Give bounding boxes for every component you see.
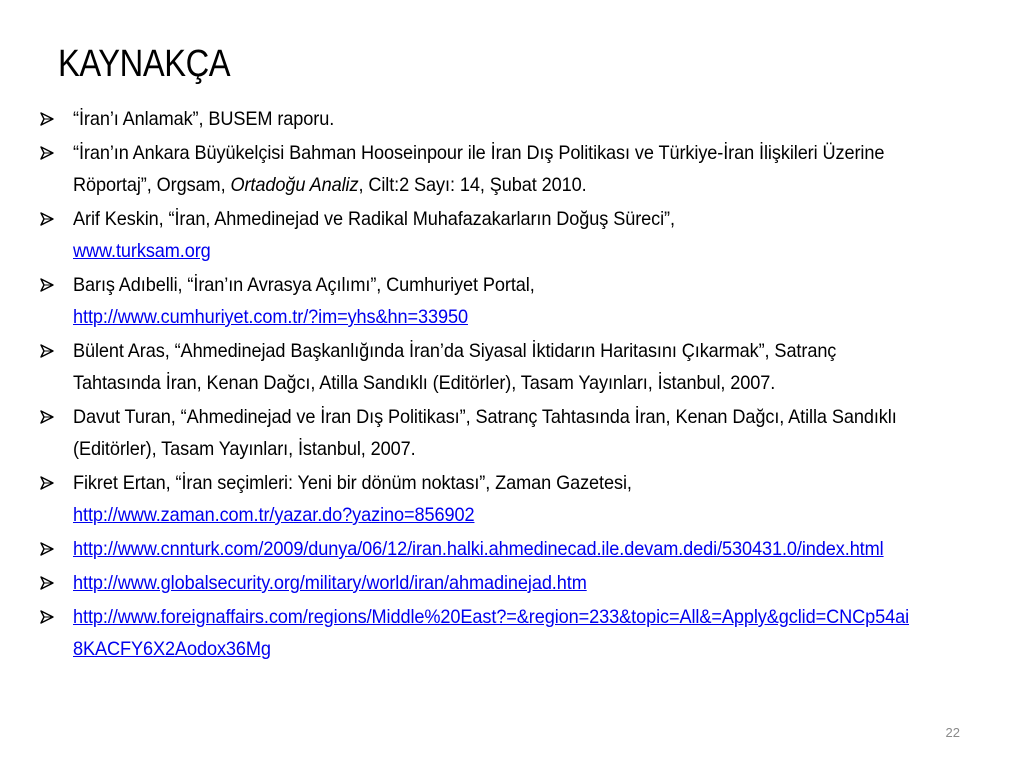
reference-list <box>38 103 978 667</box>
reference-link[interactable]: http://www.cumhuriyet.com.tr/?im=yhs&hn=33950 <box>73 306 468 328</box>
arrow-bullet-icon <box>40 103 62 135</box>
list-item <box>38 467 978 531</box>
list-item <box>38 533 978 565</box>
list-item <box>38 601 978 665</box>
list-item <box>38 137 978 201</box>
list-item <box>38 103 978 135</box>
journal-title: Ortadoğu Analiz <box>230 174 359 196</box>
arrow-bullet-icon <box>40 137 62 169</box>
reference-text <box>73 533 915 565</box>
reference-text <box>73 269 915 333</box>
reference-details: , Cilt:2 Sayı: 14, Şubat 2010. <box>358 174 587 196</box>
reference-link[interactable]: http://www.foreignaffairs.com/regions/Middle%20East?=&region=233&topic=All&=Apply&gclid=CNCp54ai8KACFY6X2Aodox36Mg <box>73 606 910 660</box>
reference-link[interactable]: http://www.zaman.com.tr/yazar.do?yazino=856902 <box>73 504 475 526</box>
reference-link[interactable]: www.turksam.org <box>73 240 211 262</box>
arrow-bullet-icon <box>40 203 62 235</box>
reference-citation: “İran’ı Anlamak”, BUSEM raporu. <box>73 108 335 130</box>
arrow-bullet-icon <box>40 467 62 499</box>
arrow-bullet-icon <box>40 335 62 367</box>
arrow-bullet-icon <box>40 567 62 599</box>
arrow-bullet-icon <box>40 269 62 301</box>
reference-citation: Bülent Aras, “Ahmedinejad Başkanlığında İran’da Siyasal İktidarın Haritasını Çıkarmak”, Satranç Tahtasında İran, Kenan Dağcı, Atilla Sandıklı (Editörler), Tasam Yayınları, İstanbul, 2007. <box>73 340 837 394</box>
reference-text <box>73 103 915 135</box>
reference-text <box>73 203 915 267</box>
reference-link[interactable]: http://www.globalsecurity.org/military/world/iran/ahmadinejad.htm <box>73 572 587 594</box>
list-item <box>38 567 978 599</box>
reference-text <box>73 401 915 465</box>
arrow-bullet-icon <box>40 533 62 565</box>
arrow-bullet-icon <box>40 401 62 433</box>
reference-citation: “İran’ın Ankara Büyükelçisi Bahman Hooseinpour ile İran Dış Politikası ve Türkiye-İran İlişkileri Üzerine Röportaj”, Orgsam, <box>73 142 885 196</box>
reference-citation: Fikret Ertan, “İran seçimleri: Yeni bir dönüm noktası”, Zaman Gazetesi, <box>73 472 632 494</box>
reference-text <box>73 137 915 201</box>
list-item <box>38 269 978 333</box>
reference-text <box>73 601 915 665</box>
page-number: 22 <box>945 725 960 740</box>
reference-text <box>73 467 915 531</box>
list-item <box>38 401 978 465</box>
reference-citation: Davut Turan, “Ahmedinejad ve İran Dış Politikası”, Satranç Tahtasında İran, Kenan Dağcı, Atilla Sandıklı (Editörler), Tasam Yayınları, İstanbul, 2007. <box>73 406 897 460</box>
list-item <box>38 335 978 399</box>
reference-text <box>73 335 915 399</box>
list-item <box>38 203 978 267</box>
slide-title: KAYNAKÇA <box>58 43 231 85</box>
reference-citation: Barış Adıbelli, “İran’ın Avrasya Açılımı”, Cumhuriyet Portal, <box>73 274 535 296</box>
arrow-bullet-icon <box>40 601 62 633</box>
reference-text <box>73 567 915 599</box>
reference-link[interactable]: http://www.cnnturk.com/2009/dunya/06/12/iran.halki.ahmedinecad.ile.devam.dedi/530431.0/index.html <box>73 538 884 560</box>
reference-citation: Arif Keskin, “İran, Ahmedinejad ve Radikal Muhafazakarların Doğuş Süreci”, <box>73 208 675 230</box>
